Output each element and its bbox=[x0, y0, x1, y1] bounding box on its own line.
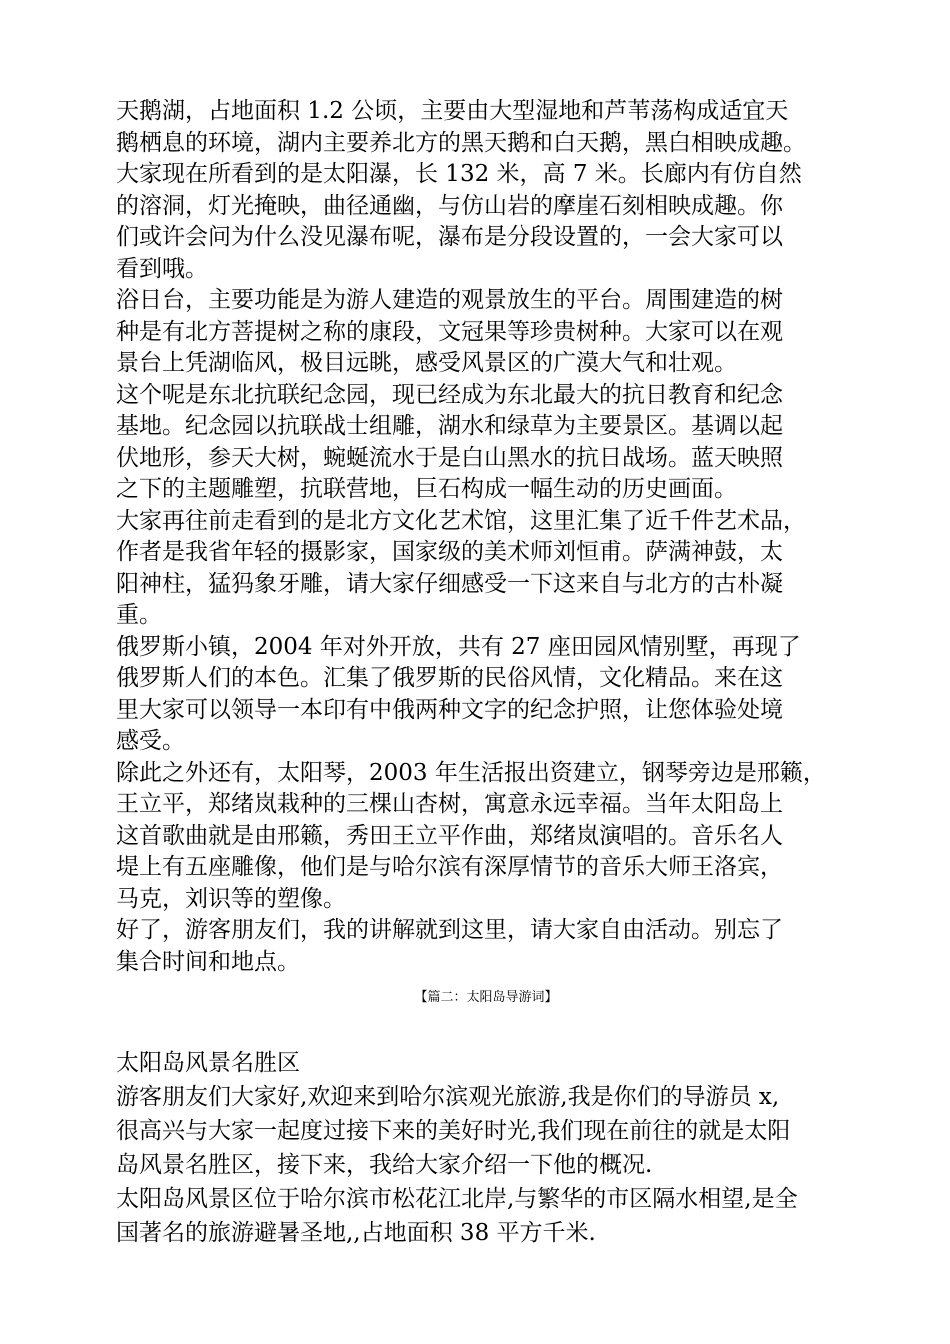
paragraph bbox=[116, 96, 856, 159]
text-line: 集合时间和地点。 bbox=[116, 948, 300, 975]
text-line: 感受。 bbox=[116, 728, 185, 754]
paragraph bbox=[116, 159, 856, 285]
section-two bbox=[116, 1046, 856, 1250]
text-line: 很高兴与大家一起度过接下来的美好时光,我们现在前往的就是太阳 bbox=[116, 1118, 791, 1144]
text-line: 之下的主题雕塑，抗联营地，巨石构成一幅生动的历史画面。 bbox=[116, 476, 737, 502]
text-line: 伏地形，参天大树，蜿蜒流水于是白山黑水的抗日战场。蓝天映照 bbox=[116, 444, 783, 471]
text-line: 阳神柱，猛犸象牙雕，请大家仔细感受一下这来自与北方的古朴凝 bbox=[116, 570, 783, 597]
text-line: 基地。纪念园以抗联战士组雕，湖水和绿草为主要景区。基调以起 bbox=[116, 413, 783, 439]
text-line: 大家再往前走看到的是北方文化艺术馆，这里汇集了近千件艺术品， bbox=[116, 507, 806, 534]
text-line: 重。 bbox=[116, 602, 162, 628]
text-line: 游客朋友们大家好,欢迎来到哈尔滨观光旅游,我是你们的导游员 x, bbox=[116, 1084, 780, 1110]
paragraph bbox=[116, 1182, 856, 1250]
text-line: 景台上凭湖临风，极目远眺，感受风景区的广漠大气和壮观。 bbox=[116, 350, 737, 376]
paragraph bbox=[116, 915, 856, 978]
paragraph bbox=[116, 506, 856, 632]
paragraph bbox=[116, 285, 856, 380]
text-line: 王立平，郑绪岚栽种的三棵山杏树，寓意永远幸福。当年太阳岛上 bbox=[116, 791, 783, 817]
text-line: 这个呢是东北抗联纪念园，现已经成为东北最大的抗日教育和纪念 bbox=[116, 381, 783, 408]
text-line: 这首歌曲就是由邢籁，秀田王立平作曲，郑绪岚演唱的。音乐名人 bbox=[116, 822, 783, 849]
text-line: 天鹅湖，占地面积 1.2 公顷，主要由大型湿地和芦苇荡构成适宜天 bbox=[116, 98, 789, 124]
text-line: 作者是我省年轻的摄影家，国家级的美术师刘恒甫。萨满神鼓，太 bbox=[116, 539, 783, 565]
text-line: 太阳岛风景名胜区 bbox=[116, 1050, 300, 1076]
text-line: 好了，游客朋友们，我的讲解就到这里，请大家自由活动。别忘了 bbox=[116, 917, 783, 943]
text-line: 大家现在所看到的是太阳瀑，长 132 米，高 7 米。长廊内有仿自然 bbox=[116, 161, 802, 187]
text-line: 里大家可以领导一本印有中俄两种文字的纪念护照，让您体验处境 bbox=[116, 696, 783, 723]
document-page bbox=[116, 96, 856, 1250]
paragraph bbox=[116, 380, 856, 506]
text-line: 太阳岛风景区位于哈尔滨市松花江北岸,与繁华的市区隔水相望,是全 bbox=[116, 1186, 798, 1212]
text-line: 浴日台，主要功能是为游人建造的观景放生的平台。周围建造的树 bbox=[116, 287, 783, 313]
text-line: 俄罗斯小镇，2004 年对外开放，共有 27 座田园风情别墅，再现了 bbox=[116, 633, 801, 660]
text-line: 们或许会问为什么没见瀑布呢，瀑布是分段设置的，一会大家可以 bbox=[116, 224, 783, 250]
paragraph bbox=[116, 1046, 856, 1080]
text-line: 俄罗斯人们的本色。汇集了俄罗斯的民俗风情，文化精品。来在这 bbox=[116, 665, 783, 691]
text-line: 的溶洞，灯光掩映，曲径通幽，与仿山岩的摩崖石刻相映成趣。你 bbox=[116, 192, 783, 219]
paragraph bbox=[116, 632, 856, 758]
text-line: 堤上有五座雕像，他们是与哈尔滨有深厚情节的音乐大师王洛宾， bbox=[116, 854, 783, 880]
section-header: 【篇二：太阳岛导游词】 bbox=[414, 990, 558, 1005]
text-line: 种是有北方菩提树之称的康段，文冠果等珍贵树种。大家可以在观 bbox=[116, 318, 783, 345]
paragraph bbox=[116, 1080, 856, 1182]
text-line: 岛风景名胜区，接下来，我给大家介绍一下他的概况. bbox=[116, 1152, 653, 1178]
text-line: 鹅栖息的环境，湖内主要养北方的黑天鹅和白天鹅，黑白相映成趣。 bbox=[116, 129, 806, 156]
paragraph bbox=[116, 758, 856, 916]
text-line: 看到哦。 bbox=[116, 255, 208, 282]
text-line: 马克，刘识等的塑像。 bbox=[116, 885, 346, 912]
text-line: 国著名的旅游避暑圣地,,占地面积 38 平方千米. bbox=[116, 1220, 596, 1246]
section-one bbox=[116, 96, 856, 978]
text-line: 除此之外还有，太阳琴，2003 年生活报出资建立，钢琴旁边是邢籁， bbox=[116, 759, 826, 786]
